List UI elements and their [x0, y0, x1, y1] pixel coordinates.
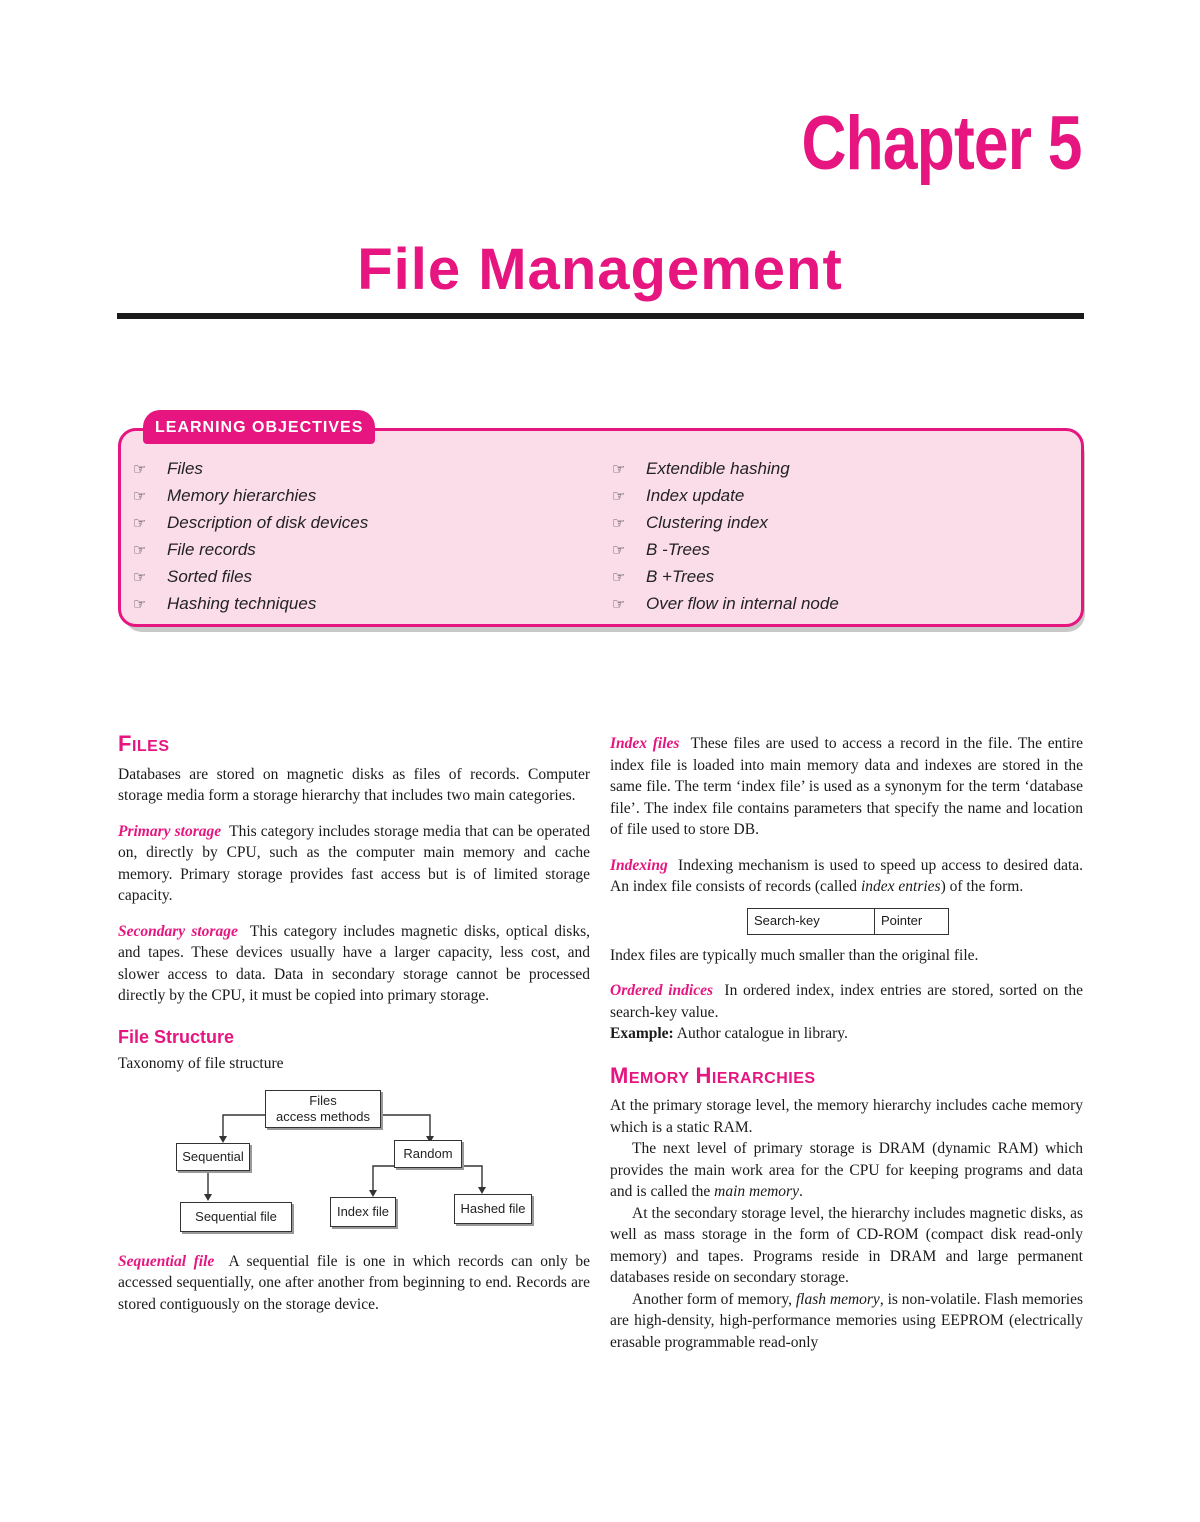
right-column — [610, 733, 1083, 1353]
node-sequential-file: Sequential file — [180, 1202, 292, 1232]
index-files-paragraph: Index files These files are used to access a record in the file. The entire index file is loaded into main memory data and indexes are stored in the same file. The term ‘index file’ is used as a synonym for the term ‘database file’. The index file contains parameters that specify the name and location of file used to store DB. — [610, 735, 1083, 838]
objective-item: ☞ File records — [133, 536, 368, 563]
section-heading-files: FILES — [118, 731, 170, 756]
objective-item: ☞ Files — [133, 455, 368, 482]
index-entry-format-box — [747, 908, 949, 935]
arrowhead — [219, 1136, 227, 1143]
node-sequential: Sequential — [176, 1143, 250, 1171]
learning-objectives-label: LEARNING OBJECTIVES — [143, 410, 375, 444]
objective-item: ☞ Index update — [612, 482, 839, 509]
pointing-hand-icon: ☞ — [133, 596, 147, 613]
search-key-field: Search-key — [748, 909, 875, 934]
memory-paragraph-1: At the primary storage level, the memory hierarchy includes cache memory which is a static RAM. — [610, 1097, 1083, 1136]
secondary-storage-paragraph: Secondary storage This category includes magnetic disks, optical disks, and tapes. These devices usually have a larger capacity, less cost, and slower access to data. Data in secondary storage cannot be processed directly by the CPU, it must be copied into primary storage. — [118, 922, 590, 1004]
taxonomy-caption: Taxonomy of file structure — [118, 1055, 284, 1072]
left-column — [118, 733, 590, 1315]
arrowhead — [478, 1187, 486, 1194]
ordered-indices-paragraph: Ordered indices In ordered index, index entries are stored, sorted on the search-key value. — [610, 982, 1083, 1021]
indexing-paragraph: Indexing Indexing mechanism is used to speed up access to desired data. An index file consists of records (called index entries) of the form. — [610, 856, 1084, 895]
title-rule — [117, 313, 1084, 319]
memory-paragraph-4: Another form of memory, flash memory, is non-volatile. Flash memories are high-density, high-performance memories using EEPROM (electrically erasable programmable read-only — [610, 1290, 1084, 1351]
objective-item: ☞ Memory hierarchies — [133, 482, 368, 509]
pointing-hand-icon: ☞ — [612, 596, 626, 613]
node-random: Random — [394, 1140, 462, 1168]
chapter-number: Chapter 5 — [801, 101, 1082, 186]
objectives-left-list — [133, 455, 368, 617]
objective-item: ☞ Description of disk devices — [133, 509, 368, 536]
file-structure-heading: File Structure — [118, 1026, 235, 1047]
node-hashed-file: Hashed file — [454, 1194, 532, 1224]
objective-item: ☞ Sorted files — [133, 563, 368, 590]
arrowhead — [204, 1194, 212, 1201]
objective-item: ☞ B -Trees — [612, 536, 839, 563]
chapter-title: File Management — [357, 237, 843, 302]
primary-storage-paragraph: Primary storage This category includes storage media that can be operated on, directly by CPU, such as the computer main memory and cache memory. Primary storage provides fast access but is of limited storage capacity. — [118, 822, 591, 904]
pointing-hand-icon: ☞ — [612, 461, 626, 478]
objective-item: ☞ Hashing techniques — [133, 590, 368, 617]
example-line: Example: Author catalogue in library. — [610, 1025, 848, 1042]
objectives-right-list — [612, 455, 839, 617]
objective-item: ☞ Over flow in internal node — [612, 590, 839, 617]
pointing-hand-icon: ☞ — [612, 515, 626, 532]
section-heading-memory-hierarchies: MEMORY HIERARCHIES — [610, 1062, 816, 1088]
connector-root-sequential — [223, 1115, 265, 1138]
objective-item: ☞ B +Trees — [612, 563, 839, 590]
connector-random-hashed — [460, 1166, 482, 1188]
objective-item: ☞ Extendible hashing — [612, 455, 839, 482]
objective-item: ☞ Clustering index — [612, 509, 839, 536]
pointing-hand-icon: ☞ — [612, 542, 626, 559]
connector-random-index — [373, 1166, 394, 1191]
pointing-hand-icon: ☞ — [133, 515, 147, 532]
file-structure-diagram — [118, 1081, 598, 1241]
index-size-note: Index files are typically much smaller than the original file. — [610, 946, 979, 964]
pointing-hand-icon: ☞ — [612, 569, 626, 586]
memory-paragraph-2: The next level of primary storage is DRAM (dynamic RAM) which provides the main work area for the CPU for keeping programs and data and is called the main memory. — [610, 1140, 1083, 1200]
node-index-file: Index file — [330, 1197, 396, 1227]
arrowhead — [369, 1190, 377, 1197]
files-paragraph: Databases are stored on magnetic disks as files of records. Computer storage media form a storage hierarchy that includes two main categories. — [118, 765, 590, 804]
memory-paragraph-3: At the secondary storage level, the hierarchy includes magnetic disks, as well as mass storage in the form of CD-ROM (compact disk read-only memory) and tapes. Programs reside in DRAM and large permanent databases reside on secondary storage. — [610, 1204, 1083, 1286]
pointing-hand-icon: ☞ — [133, 569, 147, 586]
connector-root-random — [380, 1115, 430, 1138]
pointing-hand-icon: ☞ — [133, 542, 147, 559]
pointer-field: Pointer — [881, 912, 923, 928]
pointing-hand-icon: ☞ — [133, 461, 147, 478]
pointing-hand-icon: ☞ — [612, 488, 626, 505]
pointing-hand-icon: ☞ — [133, 488, 147, 505]
node-files-access-methods: Files access methods — [265, 1090, 381, 1128]
sequential-file-paragraph: Sequential file A sequential file is one in which records can only be accessed sequentially, one after another from beginning to end. Records are stored contiguously on the storage device. — [118, 1252, 590, 1313]
